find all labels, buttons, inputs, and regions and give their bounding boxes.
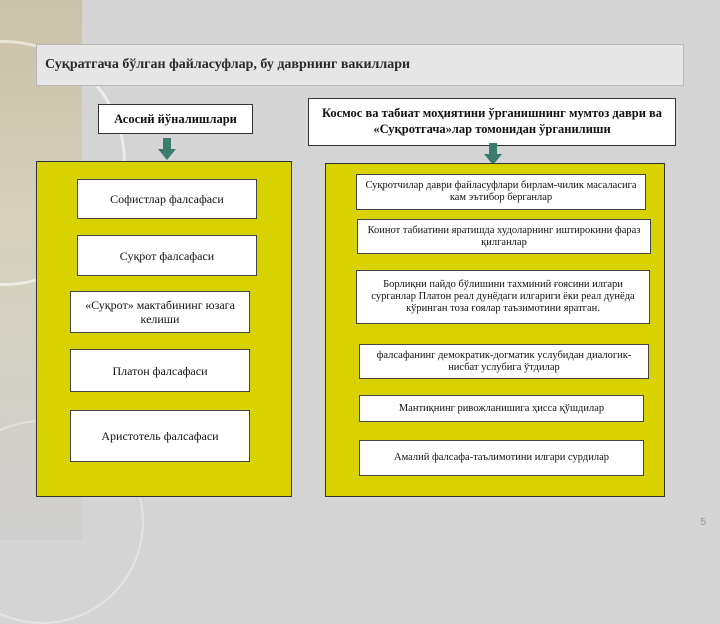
left-item-aristotle (70, 410, 250, 462)
right-item-practical-philosophy (359, 440, 644, 476)
right-item-dialogic-method (359, 344, 649, 379)
page-title: Суқратгача бўлган файласуфлар, бу даврнинг вакиллари (45, 57, 411, 72)
right-header (308, 98, 676, 146)
title-bar (36, 44, 684, 86)
left-item-sophists (77, 179, 257, 219)
right-item-logic (359, 395, 644, 422)
left-down-arrow-icon (158, 138, 176, 160)
right-item-label: Амалий фалсафа-таълимотини илгари сурдилар (393, 452, 610, 463)
left-panel (36, 161, 292, 497)
left-item-label: «Суқрот» мактабининг юзага келиши (85, 298, 235, 326)
right-item-origin-of-being (356, 270, 650, 324)
left-item-socratic-school (70, 291, 250, 333)
left-header-label: Асосий йўналишлари (114, 112, 237, 126)
right-down-arrow-icon (484, 143, 502, 165)
page-number: 5 (700, 517, 706, 528)
right-item-label: Коинот табиатини яратишда худоларнинг иштирокини фараз қилганлар (367, 224, 641, 248)
right-item-presocratics (356, 174, 646, 210)
right-header-label: Космос ва табиат моҳиятини ўрганишнинг мумтоз даври ва «Суқротгача»лар томонидан ўрганилиши (321, 106, 663, 136)
left-item-label: Аристотель фалсафаси (101, 429, 219, 443)
right-panel (325, 163, 665, 497)
right-item-cosmos-gods (357, 219, 651, 254)
left-header (98, 104, 253, 134)
left-item-label: Софистлар фалсафаси (110, 192, 224, 206)
right-item-label: фалсафанинг демократик-догматик услубидан диалогик-нисбат услубига ўтдилар (376, 349, 632, 373)
left-item-plato (70, 349, 250, 392)
right-item-label: Борлиқни пайдо бўлишини тахминий ғоясини илгари сурганлар Платон реал дунёдаги илгариги ёки реал дунёда кўринган тоза ғоялар таъзимотини яратган. (371, 279, 635, 314)
right-item-label: Мантиқнинг ривожланишига ҳисса қўшдилар (398, 402, 605, 414)
left-item-label: Платон фалсафаси (112, 363, 208, 378)
left-item-label: Суқрот фалсафаси (119, 248, 215, 263)
left-item-socrates (77, 235, 257, 276)
right-item-label: Суқротчилар даври файласуфлари бирлам-чилик масаласига кам эътибор берганлар (365, 180, 637, 203)
